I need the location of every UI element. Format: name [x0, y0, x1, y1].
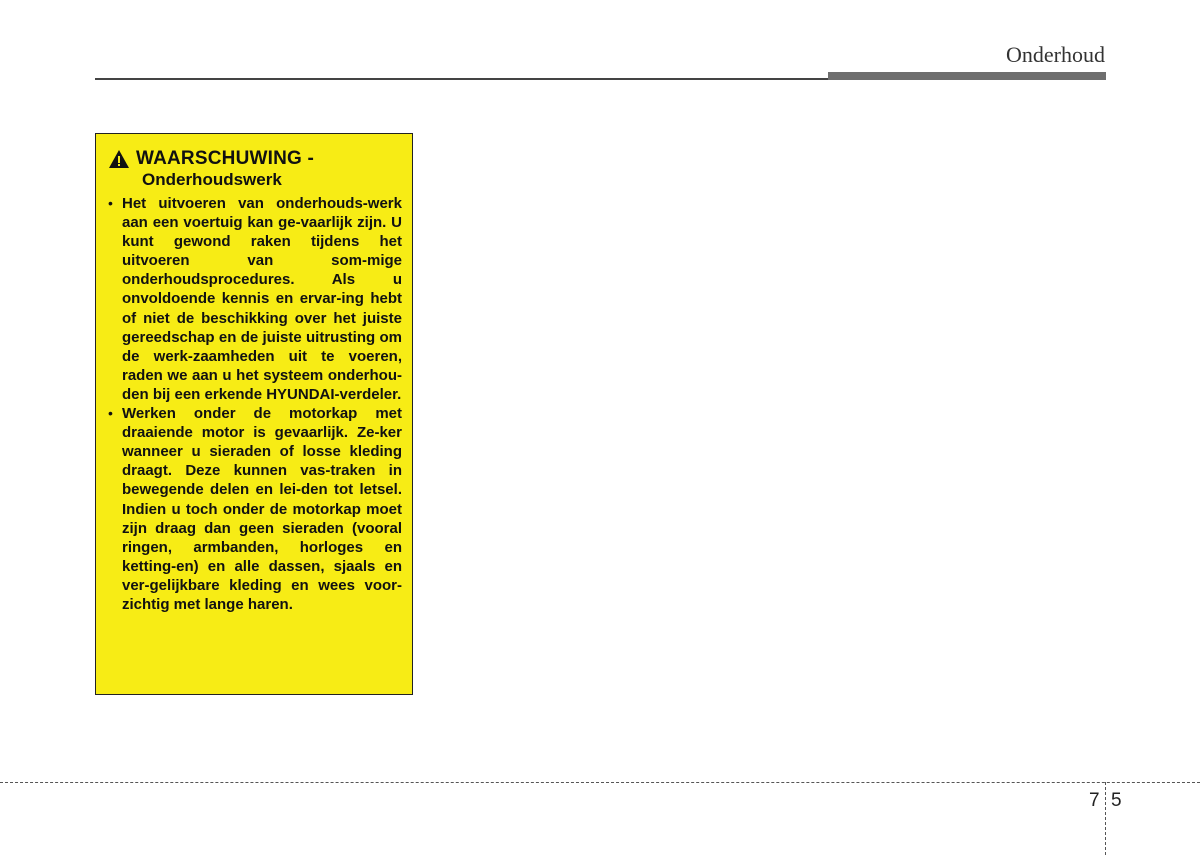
- warning-item-text: Het uitvoeren van onderhouds-werk aan een voertuig kan ge-vaarlijk zijn. U kunt gewond raken tijdens het uitvoeren van som-mige onderhoudsprocedures. Als u onvoldoende kennis en ervar-ing hebt of niet de beschikking over het juiste gereedschap en de juiste uitrusting om de werk-zaamheden uit te voeren, raden we aan u het systeem onderhou-den bij een erkende HYUNDAI-verdeler.: [122, 195, 402, 403]
- bullet: •: [108, 195, 113, 211]
- warning-item-text: Werken onder de motorkap met draaiende motor is gevaarlijk. Ze-ker wanneer u sieraden of losse kleding draagt. Deze kunnen vas-traken in bewegende delen en lei-den tot letsel. Indien u toch onder de motorkap moet zijn draag dan geen sieraden (vooral ringen, armbanden, horloges en ketting-en) en alle dassen, sjaals en ver-gelijkbare kleding en wees voor-zichtig met lange haren.: [122, 405, 402, 613]
- warning-item: [106, 404, 402, 614]
- warning-triangle-icon: [108, 149, 130, 169]
- chapter-number: 7: [1089, 790, 1100, 811]
- section-title: Onderhoud: [1006, 42, 1105, 67]
- footer-dashed-divider: [1105, 782, 1106, 855]
- warning-title: WAARSCHUWING -: [136, 148, 315, 169]
- warning-list: [106, 194, 402, 614]
- warning-subtitle: Onderhoudswerk: [142, 170, 282, 189]
- header-rule-thin: [95, 78, 830, 80]
- warning-header: [106, 148, 402, 170]
- bullet: •: [108, 405, 113, 422]
- footer-dashed-rule: [0, 782, 1200, 783]
- header-rule-thick: [828, 72, 1106, 80]
- page-number: 5: [1111, 790, 1122, 811]
- warning-item: [106, 194, 402, 404]
- warning-box: [95, 133, 413, 695]
